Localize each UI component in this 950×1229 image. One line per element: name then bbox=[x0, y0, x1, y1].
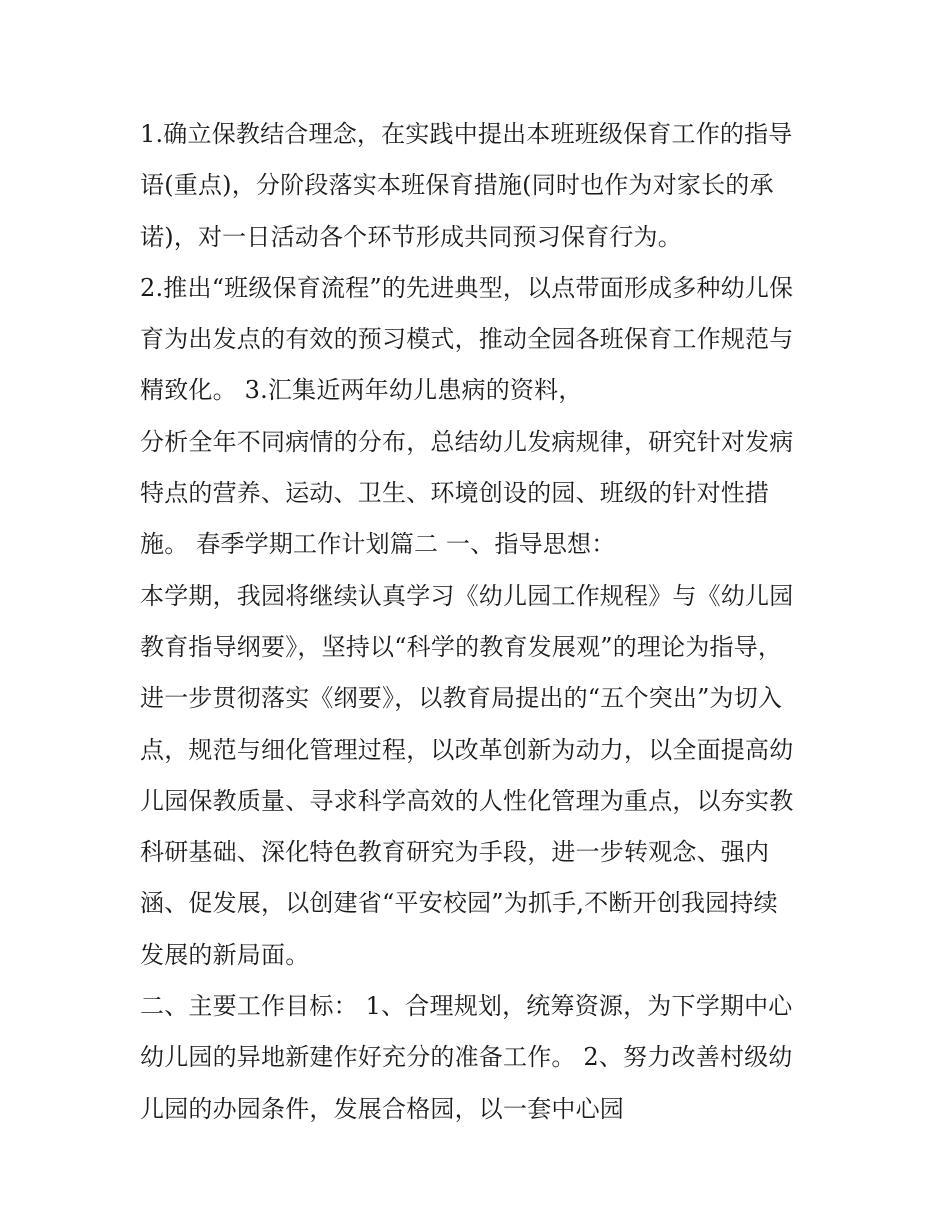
document-body bbox=[140, 109, 830, 1135]
text-line: 精致化。 3.汇集近两年幼儿患病的资料， bbox=[140, 376, 583, 405]
text-line: 本学期，我园将继续认真学习《幼儿园工作规程》与《幼儿园 bbox=[140, 581, 794, 610]
text-line: 二、主要工作目标： 1、合理规划，统筹资源，为下学期中心 bbox=[140, 992, 793, 1021]
text-line: 幼儿园的异地新建作好充分的准备工作。 2、努力改善村级幼 bbox=[140, 1043, 793, 1072]
text-line: 教育指导纲要》，坚持以“科学的教育发展观”的理论为指导， bbox=[140, 632, 783, 661]
text-line: 发展的新局面。 bbox=[140, 940, 310, 969]
text-line: 儿园保教质量、寻求科学高效的人性化管理为重点，以夯实教 bbox=[140, 786, 794, 815]
text-line: 育为出发点的有效的预习模式，推动全园各班保育工作规范与 bbox=[140, 325, 794, 354]
text-line: 施。 春季学期工作计划篇二 一、指导思想： bbox=[140, 530, 616, 559]
text-line: 2.推出“班级保育流程”的先进典型，以点带面形成多种幼儿保 bbox=[140, 273, 794, 302]
text-line: 科研基础、深化特色教育研究为手段，进一步转观念、强内 bbox=[140, 838, 770, 867]
text-line: 语(重点)，分阶段落实本班保育措施(同时也作为对家长的承 bbox=[140, 171, 774, 200]
text-line: 涵、促发展，以创建省“平安校园”为抓手,不断开创我园持续 bbox=[140, 889, 778, 918]
text-line: 点，规范与细化管理过程，以改革创新为动力，以全面提高幼 bbox=[140, 735, 794, 764]
text-line: 特点的营养、运动、卫生、环境创设的园、班级的针对性措 bbox=[140, 479, 770, 508]
text-line: 进一步贯彻落实《纲要》，以教育局提出的“五个突出”为切入 bbox=[140, 684, 783, 713]
text-line: 分析全年不同病情的分布，总结幼儿发病规律，研究针对发病 bbox=[140, 427, 794, 456]
text-line: 诺)，对一日活动各个环节形成共同预习保育行为。 bbox=[140, 222, 682, 251]
text-line: 儿园的办园条件，发展合格园，以一套中心园 bbox=[140, 1094, 624, 1123]
text-line: 1.确立保教结合理念，在实践中提出本班班级保育工作的指导 bbox=[140, 120, 793, 148]
